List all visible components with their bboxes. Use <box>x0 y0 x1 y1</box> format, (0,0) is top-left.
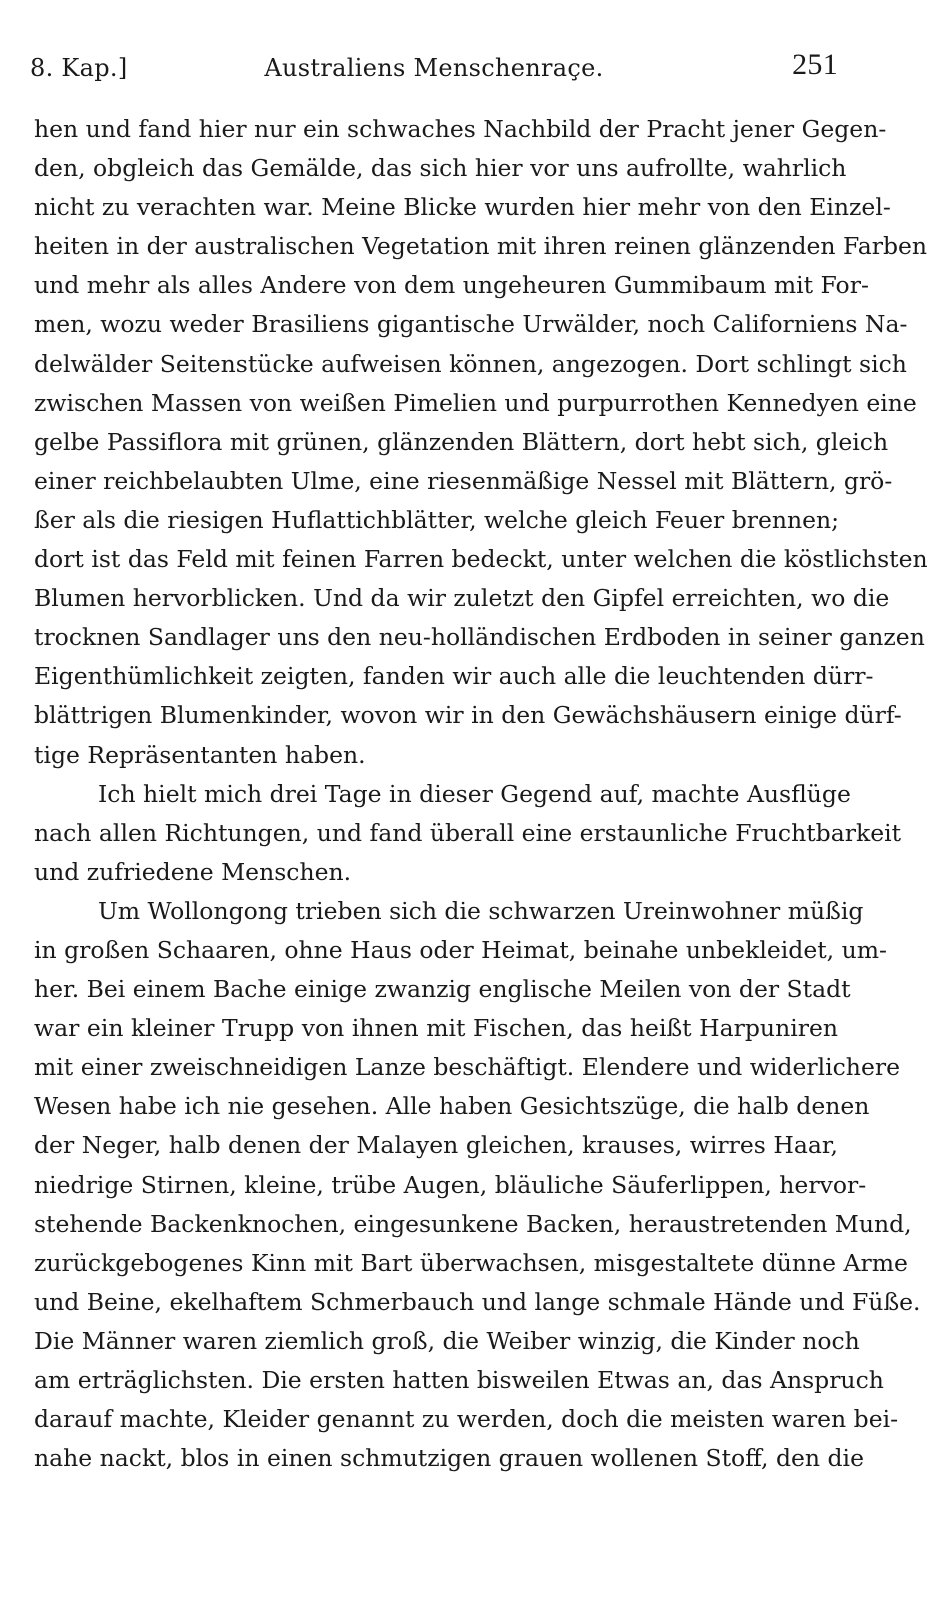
text-line: Die Männer waren ziemlich groß, die Weiber winzig, die Kinder noch <box>34 1326 860 1355</box>
text-line: gelbe Passiflora mit grünen, glänzenden Blättern, dort hebt sich, gleich <box>34 427 889 456</box>
body-text <box>34 110 928 1478</box>
chapter-label: 8. Kap.] <box>30 54 128 82</box>
text-line: und Beine, ekelhaftem Schmerbauch und lange schmale Hände und Füße. <box>34 1287 921 1316</box>
text-line: Wesen habe ich nie gesehen. Alle haben Gesichtszüge, die halb denen <box>34 1092 870 1121</box>
text-line: hen und fand hier nur ein schwaches Nachbild der Pracht jener Gegen- <box>34 115 887 143</box>
text-line: und mehr als alles Andere von dem ungeheuren Gummibaum mit For- <box>34 271 869 300</box>
running-header <box>30 48 838 88</box>
text-line: nach allen Richtungen, und fand überall eine erstaunliche Fruchtbarkeit <box>34 818 902 847</box>
text-line: war ein kleiner Trupp von ihnen mit Fischen, das heißt Harpuniren <box>34 1014 838 1043</box>
paragraph-start-line: Ich hielt mich drei Tage in dieser Gegend auf, machte Ausflüge <box>98 779 851 808</box>
text-line: dort ist das Feld mit feinen Farren bedeckt, unter welchen die köstlichsten <box>34 545 928 574</box>
text-line: trocknen Sandlager uns den neu-holländischen Erdboden in seiner ganzen <box>34 623 925 652</box>
text-line: her. Bei einem Bache einige zwanzig englische Meilen von der Stadt <box>34 975 851 1004</box>
text-line: stehende Backenknochen, eingesunkene Backen, heraustretenden Mund, <box>34 1209 912 1238</box>
running-title: Australiens Menschenraçe. <box>264 54 604 82</box>
text-line: Eigenthümlichkeit zeigten, fanden wir auch alle die leuchtenden dürr- <box>34 662 874 691</box>
text-line: Blumen hervorblicken. Und da wir zuletzt den Gipfel erreichten, wo die <box>34 584 890 613</box>
text-line: zurückgebogenes Kinn mit Bart überwachsen, misgestaltete dünne Arme <box>34 1248 908 1277</box>
text-line: mit einer zweischneidigen Lanze beschäftigt. Elendere und widerlichere <box>34 1053 900 1082</box>
text-line: der Neger, halb denen der Malayen gleichen, krauses, wirres Haar, <box>34 1131 838 1160</box>
page-number: 251 <box>792 48 838 81</box>
text-line: den, obgleich das Gemälde, das sich hier vor uns aufrollte, wahrlich <box>34 154 847 183</box>
text-line: men, wozu weder Brasiliens gigantische Urwälder, noch Californiens Na- <box>34 310 908 339</box>
paragraph-end-line: und zufriedene Menschen. <box>34 857 352 886</box>
text-line: nahe nackt, blos in einen schmutzigen grauen wollenen Stoff, den die <box>34 1444 864 1473</box>
paragraph-end-line: tige Repräsentanten haben. <box>34 740 366 769</box>
text-line: darauf machte, Kleider genannt zu werden, doch die meisten waren bei- <box>34 1405 899 1434</box>
text-line: zwischen Massen von weißen Pimelien und purpurrothen Kennedyen eine <box>34 388 917 417</box>
paragraph-start-line: Um Wollongong trieben sich die schwarzen Ureinwohner müßig <box>98 896 864 925</box>
text-line: delwälder Seitenstücke aufweisen können, angezogen. Dort schlingt sich <box>34 349 907 378</box>
text-line: einer reichbelaubten Ulme, eine riesenmäßige Nessel mit Blättern, grö- <box>34 466 893 495</box>
text-line: am erträglichsten. Die ersten hatten bisweilen Etwas an, das Anspruch <box>34 1366 884 1394</box>
text-line: niedrige Stirnen, kleine, trübe Augen, bläuliche Säuferlippen, hervor- <box>34 1170 867 1199</box>
text-line: heiten in der australischen Vegetation mit ihren reinen glänzenden Farben <box>34 232 928 261</box>
text-line: in großen Schaaren, ohne Haus oder Heimat, beinahe unbekleidet, um- <box>34 935 887 964</box>
text-line: nicht zu verachten war. Meine Blicke wurden hier mehr von den Einzel- <box>34 193 891 222</box>
text-line: blättrigen Blumenkinder, wovon wir in den Gewächshäusern einige dürf- <box>34 701 902 730</box>
text-line: ßer als die riesigen Huflattichblätter, welche gleich Feuer brennen; <box>34 505 840 534</box>
